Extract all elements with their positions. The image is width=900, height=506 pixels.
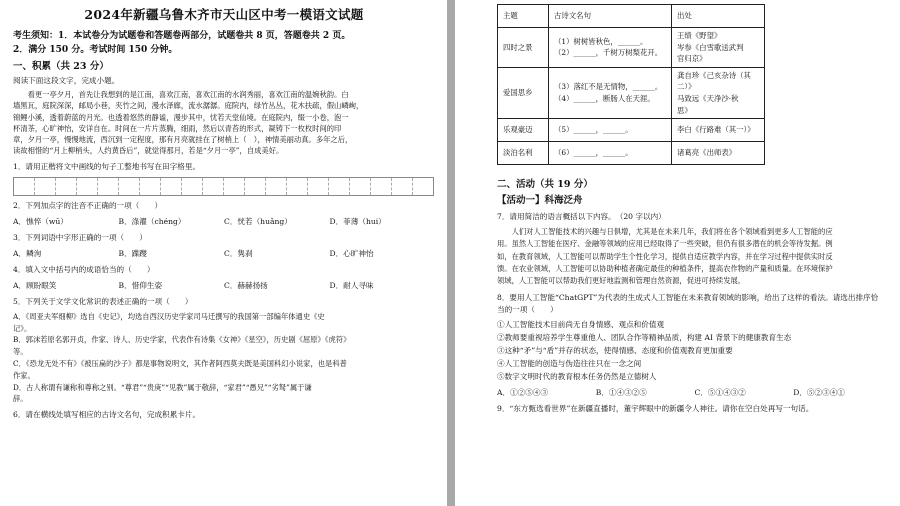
passage-line: 用。虽然人工智能在医疗、金融等领域的应用已经取得了一些突破，但仍有很多潜在的机会等待发掘。例 (497, 239, 833, 249)
q8-item: ①人工智能技术目前尚无自身情感、观点和价值观 (497, 319, 665, 329)
option-b: B．蹀躞 (118, 248, 147, 258)
source-line: 二）》 (677, 82, 696, 92)
source-line: 岑参《白雪歌送武判 (677, 42, 744, 52)
option-c: C．隽刹 (224, 248, 253, 258)
row-lines[interactable] (549, 142, 672, 165)
passage-line: 领域，人工智能可以帮助我们更好地监测和管理自然资源，促进可持续发展。 (497, 276, 746, 286)
question-2-options (13, 216, 435, 228)
row-theme: 爱国思乡 (498, 67, 549, 118)
section-1-heading: 一、积累（共 23 分） (13, 61, 109, 72)
question-9: 9．“东方甄选看世界”在新疆直播时，董宇辉眼中的新疆令人神往。请你在空白处再写一句话。 (497, 403, 814, 413)
q8-item: ⑤数字文明时代的教育根本任务仍然是立德树人 (497, 371, 657, 381)
question-6: 6．请在横线处填写相应的古诗文名句，完成积累卡片。 (13, 410, 201, 420)
passage-line: 如，在教育领域，人工智能可以帮助学生个性化学习，提供自适应教学内容，并在学习过程中提供实时反 (497, 251, 833, 261)
question-7: 7．请用简洁的语言概括以下内容。 （20 字以内） (497, 212, 666, 222)
table-row (498, 142, 765, 165)
row-lines[interactable] (549, 119, 672, 142)
option-line: B．郭沫若原名郭开贞，作家、诗人、历史学家，代表作有诗集《女神》《星空》，历史剧《屈原》《虎符》 (13, 335, 351, 345)
right-page (455, 0, 900, 506)
q8-item: ②教师要重视培养学生尊重他人、团队合作等精神品质，构建 AI 背景下的健康教育生态 (497, 332, 792, 342)
passage-line: 杯清茶，心旷神怡，安详自在。时间在一片片蒸腾，细雨，然后以青苔的形式，凝铸下一枚枚时间的印 (13, 123, 342, 133)
poem-blank: （2）______，千树万树梨花开。 (554, 48, 663, 58)
table-row (498, 67, 765, 118)
option-d: D．耐人寻味 (329, 280, 374, 290)
source-line: 马致远《天净沙·秋 (677, 93, 739, 103)
option-b: B．①④③②⑤ (595, 387, 647, 397)
poem-blank: （4）______，断肠人在天涯。 (554, 93, 655, 103)
q8-line: 8．要用人工智能“ChatGPT”为代表的生成式人工智能在未来教育领域的影响，给出了这样的看法。请选出排序恰 (497, 292, 879, 302)
passage-line: 章，夕月一亭，慢慢地流，西沉到一定程度，那有月亮就挂在了树梢上（ ），神情美丽动真。多年之后， (13, 135, 353, 145)
passage-line: 看更一亭夕月，首先让我想到的是江南，喜欢江南，喜欢江南的水润秀丽，喜欢江南的温婉秋韵。白 (27, 90, 349, 99)
poem-blank: （1）树树皆秋色，______。 (554, 36, 648, 46)
option-b: B．涤濯（chéng） (118, 216, 186, 226)
passage-line: 锦鲤小溪，透着蔚蓝的月光。也透着悠然的静谧，漫步其中，忧若天堂仙境。在庭院内，缀一小卷，泡一 (13, 112, 349, 122)
table-row (498, 119, 765, 142)
row-theme: 四时之景 (498, 28, 549, 68)
option-line: 等。 (13, 347, 28, 357)
option-b: B．惜仰生姿 (118, 280, 163, 290)
option-d: D．⑤②③④① (793, 387, 845, 397)
source-line: 诸葛亮《出师表》 (677, 148, 737, 158)
source-line: 龚自珍《己亥杂诗（其 (677, 70, 751, 80)
row-lines[interactable] (549, 28, 672, 68)
option-a: A．憔悴（wū） (13, 216, 68, 226)
option-line: C．《恐龙无处不有》《被压扁的沙子》都是事物说明文，其作者阿西莫夫既是美国科幻小说家，也是科普 (13, 358, 347, 368)
row-source (672, 28, 765, 68)
passage-line: 馈。在农业领域，人工智能可以协助种植者确定最佳的种植条件，提高农作物的产量和质量。在环境保护 (497, 264, 833, 274)
question-1: 1．请用正楷将文中画线的句子工整地书写在田字格里。 (13, 161, 201, 171)
option-c: C．赫赫扬扬 (224, 280, 268, 290)
option-a: A．顾盼眼笑 (13, 280, 57, 290)
option-a: A．鳞洵 (13, 248, 42, 258)
section-2-heading: 二、活动（共 19 分） (497, 179, 593, 191)
option-a: A．①②⑤④③ (497, 387, 549, 397)
activity-1-heading: 【活动一】科海泛舟 (497, 195, 583, 207)
question-8-options (497, 387, 892, 399)
row-source (672, 67, 765, 118)
table-header-poem: 古诗文名句 (549, 5, 672, 28)
question-5: 5．下列关于文学文化常识的表述正确的一项（ ） (13, 296, 193, 306)
row-theme: 淡泊名利 (498, 142, 549, 165)
option-c: C．恍若（huǎng） (224, 216, 292, 226)
writing-grid[interactable] (13, 177, 434, 196)
q8-item: ④人工智能的创造与伪造往往只在一念之间 (497, 358, 642, 368)
poem-blank: （5）______，______。 (554, 125, 633, 135)
option-line: 作家。 (13, 370, 35, 380)
source-line: 李白《行路难（其一）》 (677, 125, 755, 135)
question-3: 3．下列词语中字形正确的一项（ ） (13, 232, 147, 242)
row-lines[interactable] (549, 67, 672, 118)
table-header-source: 出处 (672, 5, 765, 28)
reading-passage (13, 89, 435, 157)
q7-passage (497, 226, 892, 287)
question-4-options (13, 280, 435, 292)
option-d: D．菲薄（hui） (329, 216, 386, 226)
reading-intro: 阅读下面这段文字，完成小题。 (13, 76, 120, 85)
passage-line: 人们对人工智能技术的兴趣与日俱增，尤其是在未来几年，我们将在各个领域看到更多人工智能的应 (511, 227, 833, 237)
exam-note-2: 2．满分 150 分。考试时间 150 分钟。 (13, 45, 178, 55)
passage-line: 读故相惜的“月上柳梢头，人约黄昏后”，就觉得那月，若是“夕月一亭”，自成美好。 (13, 146, 284, 156)
q8-items (497, 318, 892, 383)
page-gap (447, 0, 455, 506)
question-5-options (13, 311, 435, 405)
poem-blank: （3）落红不是无情物，______。 (554, 82, 663, 92)
option-line: A．《周亚夫军细柳》选自《史记》，均选自西汉历史学家司马迁撰写的我国第一部编年体通史《史 (13, 311, 325, 321)
question-2: 2．下列加点字的注音不正确的一项（ ） (13, 200, 163, 210)
row-source (672, 119, 765, 142)
option-line: D．古人称谓有谦称和尊称之别。“尊君”“贵庚”“见教”属于敬辞，“家君”“愚兄”“劣驽”属于谦 (13, 382, 312, 392)
question-8 (497, 292, 892, 316)
exam-title: 2024年新疆乌鲁木齐市天山区中考一模语文试题 (84, 7, 364, 22)
option-line: 辞。 (13, 394, 28, 404)
table-row (498, 28, 765, 68)
question-3-options (13, 248, 435, 260)
option-c: C．⑤①④③② (694, 387, 746, 397)
poem-blank: （6）______，______。 (554, 148, 633, 158)
poetry-card-table (497, 4, 765, 165)
q8-line: 当的一项（ ） (497, 304, 558, 314)
source-line: 思》 (677, 105, 692, 115)
option-line: 记》。 (13, 323, 32, 333)
row-source (672, 142, 765, 165)
source-line: 王绩《野望》 (677, 31, 722, 40)
exam-note-1: 考生须知：1．本试卷分为试题卷和答题卷两部分，试题卷共 8 页，答题卷共 2 页。 (13, 31, 351, 41)
source-line: 官归京》 (677, 54, 707, 64)
question-4: 4．填入文中括号内的成语恰当的（ ） (13, 264, 155, 274)
passage-line: 墙黑瓦，庭院深深，邮局小巷，夹竹之间，漫水泽廊，流水潺潺。庭院内，绿竹丛丛，花木扶疏，假山嶙峋， (13, 101, 364, 111)
q8-item: ③这种“矛”与“盾”并存的状态，使得情感、态度和价值观教育更加重要 (497, 345, 733, 355)
left-page (0, 0, 447, 506)
table-header-theme: 主题 (498, 5, 549, 28)
option-d: D．心旷神怡 (329, 248, 374, 258)
row-theme: 乐观豪迈 (498, 119, 549, 142)
